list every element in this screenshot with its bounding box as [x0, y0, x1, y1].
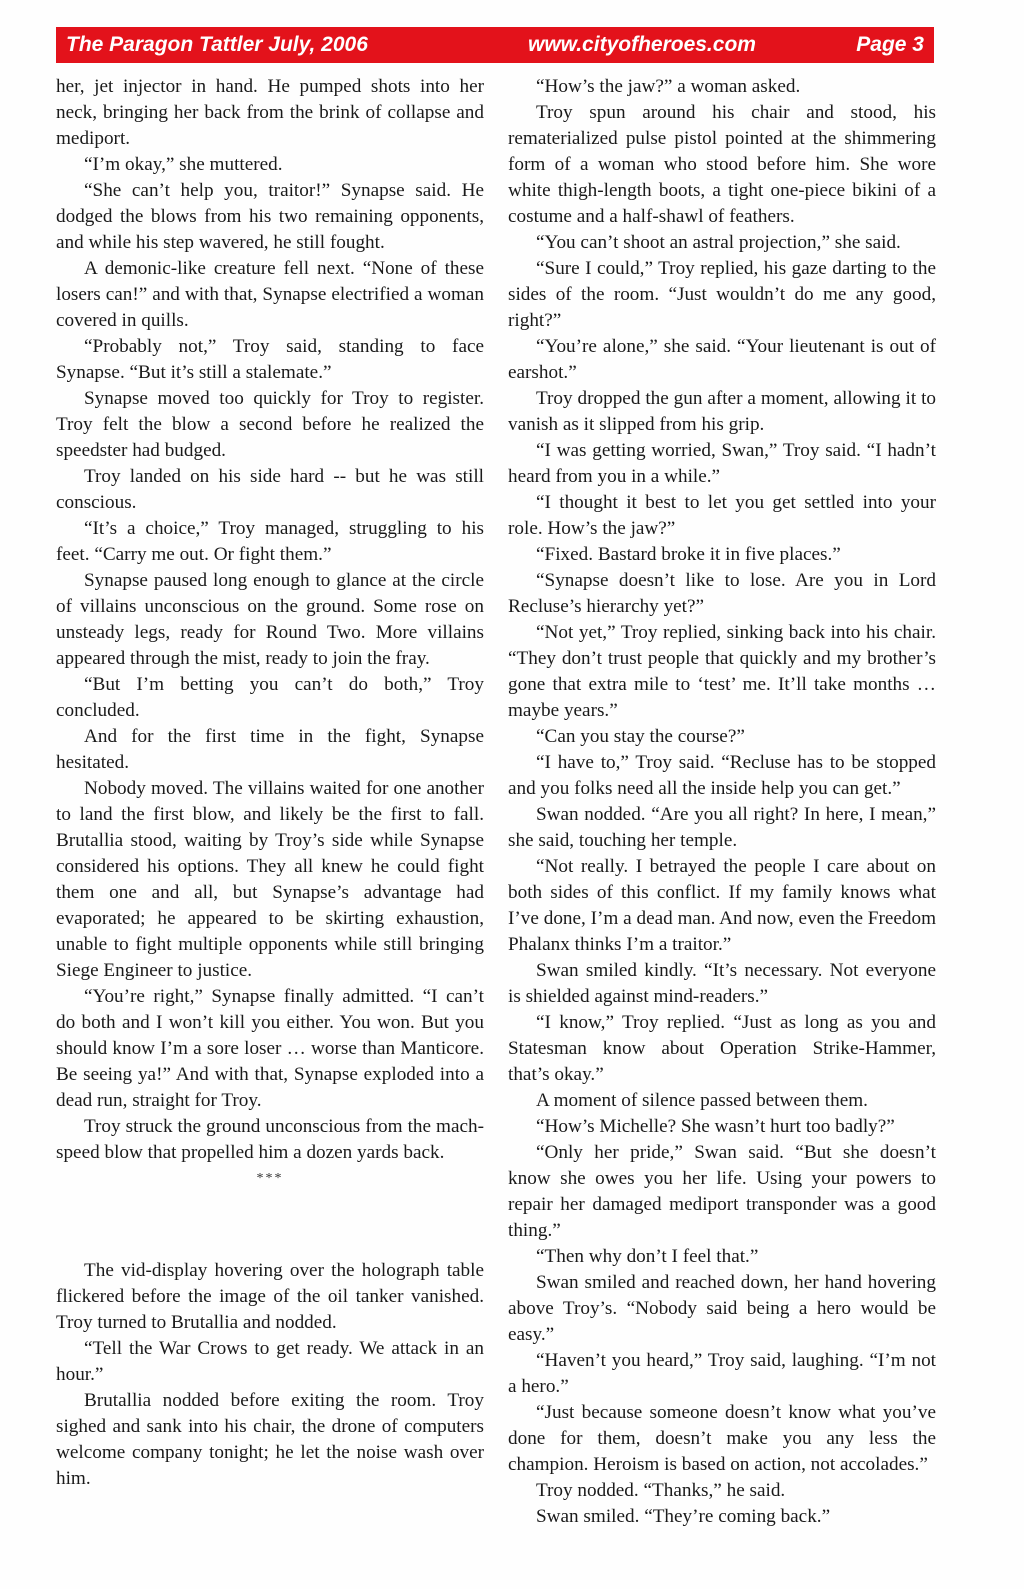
paragraph: “She can’t help you, traitor!” Synapse said. He dodged the blows from his two remaining opponents, and while his step wavered, he still fought.: [56, 180, 484, 253]
paragraph: “How’s Michelle? She wasn’t hurt too badly?”: [536, 1116, 895, 1137]
paragraph: “Only her pride,” Swan said. “But she doesn’t know she owes you her life. Using your powers to repair her damaged mediport transponder was a good thing.”: [508, 1142, 936, 1241]
paragraph: Troy landed on his side hard -- but he was still conscious.: [56, 466, 484, 513]
paragraph: “You can’t shoot an astral projection,” she said.: [536, 232, 901, 253]
paragraph: Troy struck the ground unconscious from the mach-speed blow that propelled him a dozen yards back.: [56, 1116, 484, 1163]
paragraph: “Then why don’t I feel that.”: [536, 1246, 759, 1267]
paragraph: Nobody moved. The villains waited for one another to land the first blow, and likely be the first to fall. Brutallia stood, waiting by Troy’s side while Synapse considered his options. They all knew he could fight them one and all, but Synapse’s advantage had evaporated; he appeared to be skirting exhaustion, unable to fight multiple opponents while still bringing Siege Engineer to justice.: [56, 778, 484, 981]
paragraph: Troy dropped the gun after a moment, allowing it to vanish as it slipped from his grip.: [508, 388, 936, 435]
scene-separator: ***: [256, 1171, 284, 1186]
paragraph: “It’s a choice,” Troy managed, struggling to his feet. “Carry me out. Or fight them.”: [56, 518, 484, 565]
paragraph: her, jet injector in hand. He pumped shots into her neck, bringing her back from the brink of collapse and mediport.: [56, 76, 484, 149]
paragraph: Synapse moved too quickly for Troy to register. Troy felt the blow a second before he realized the speedster had budged.: [56, 388, 484, 461]
right-column: [508, 74, 936, 1530]
paragraph: “I’m okay,” she muttered.: [84, 154, 283, 175]
paragraph: “How’s the jaw?” a woman asked.: [536, 76, 801, 97]
paragraph: “Not yet,” Troy replied, sinking back into his chair. “They don’t trust people that quickly and my brother’s gone that extra mile to ‘test’ me. It’ll take months … maybe years.”: [508, 622, 936, 721]
page-header-bar: [56, 27, 934, 63]
paragraph: “Just because someone doesn’t know what you’ve done for them, doesn’t make you any less the champion. Heroism is based on action, not accolades.”: [508, 1402, 936, 1475]
paragraph: Troy spun around his chair and stood, his rematerialized pulse pistol pointed at the shimmering form of a woman who stood before him. She wore white thigh-length boots, a tight one-piece bikini of a costume and a half-shawl of feathers.: [508, 102, 936, 227]
paragraph: Synapse paused long enough to glance at the circle of villains unconscious on the ground. Some rose on unsteady legs, ready for Round Two. More villains appeared through the mist, ready to join the fray.: [56, 570, 484, 669]
website-link[interactable]: www.cityofheroes.com: [528, 33, 756, 56]
paragraph: A demonic-like creature fell next. “None of these losers can!” and with that, Synapse electrified a woman covered in quills.: [56, 258, 484, 331]
paragraph: “You’re alone,” she said. “Your lieutenant is out of earshot.”: [508, 336, 936, 383]
paragraph: Brutallia nodded before exiting the room. Troy sighed and sank into his chair, the drone of computers welcome company tonight; he let the noise wash over him.: [56, 1390, 484, 1489]
paragraph: “You’re right,” Synapse finally admitted. “I can’t do both and I won’t kill you either. You won. But you should know I’m a sore loser … worse than Manticore. Be seeing ya!” And with that, Synapse exploded into a dead run, straight for Troy.: [56, 986, 484, 1111]
paragraph: “Fixed. Bastard broke it in five places.”: [536, 544, 841, 565]
paragraph: “I know,” Troy replied. “Just as long as you and Statesman know about Operation Strike-Hammer, that’s okay.”: [508, 1012, 936, 1085]
paragraph: Swan smiled kindly. “It’s necessary. Not everyone is shielded against mind-readers.”: [508, 960, 936, 1007]
paragraph: “I was getting worried, Swan,” Troy said. “I hadn’t heard from you in a while.”: [508, 440, 936, 487]
paragraph: “I thought it best to let you get settled into your role. How’s the jaw?”: [508, 492, 936, 539]
paragraph: Swan smiled. “They’re coming back.”: [536, 1506, 831, 1527]
left-column: [56, 74, 484, 1492]
page-number: Page 3: [856, 33, 924, 56]
paragraph: The vid-display hovering over the holograph table flickered before the image of the oil tanker vanished. Troy turned to Brutallia and nodded.: [56, 1260, 484, 1333]
paragraph: Swan smiled and reached down, her hand hovering above Troy’s. “Nobody said being a hero would be easy.”: [508, 1272, 936, 1345]
paragraph: “Can you stay the course?”: [536, 726, 745, 747]
paragraph: “I have to,” Troy said. “Recluse has to be stopped and you folks need all the inside help you can get.”: [508, 752, 936, 799]
publication-title: The Paragon Tattler July, 2006: [66, 33, 368, 56]
paragraph: “Synapse doesn’t like to lose. Are you in Lord Recluse’s hierarchy yet?”: [508, 570, 936, 617]
paragraph: Troy nodded. “Thanks,” he said.: [536, 1480, 786, 1501]
paragraph: “Tell the War Crows to get ready. We attack in an hour.”: [56, 1338, 484, 1385]
paragraph: “Probably not,” Troy said, standing to face Synapse. “But it’s still a stalemate.”: [56, 336, 484, 383]
paragraph: A moment of silence passed between them.: [536, 1090, 868, 1111]
paragraph: “Sure I could,” Troy replied, his gaze darting to the sides of the room. “Just wouldn’t do me any good, right?”: [508, 258, 936, 331]
paragraph: “Haven’t you heard,” Troy said, laughing. “I’m not a hero.”: [508, 1350, 936, 1397]
paragraph: “Not really. I betrayed the people I care about on both sides of this conflict. If my family knows what I’ve done, I’m a dead man. And now, even the Freedom Phalanx thinks I’m a traitor.”: [508, 856, 936, 955]
paragraph: “But I’m betting you can’t do both,” Troy concluded.: [56, 674, 484, 721]
paragraph: Swan nodded. “Are you all right? In here, I mean,” she said, touching her temple.: [508, 804, 936, 851]
paragraph: And for the first time in the fight, Synapse hesitated.: [56, 726, 484, 773]
